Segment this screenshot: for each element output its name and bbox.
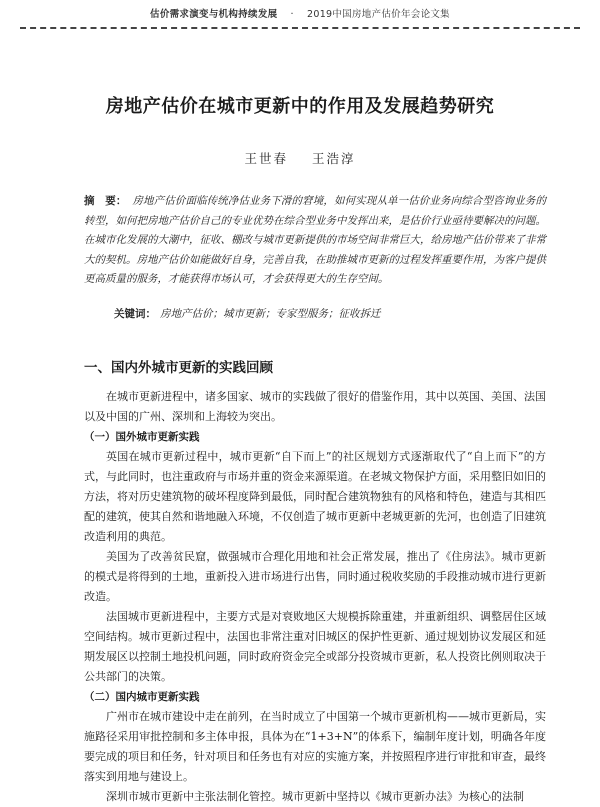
- subsection-heading: （一）国外城市更新实践: [84, 431, 200, 443]
- subsection-heading: （二）国内城市更新实践: [84, 691, 200, 703]
- abstract-text: 房地产估价面临传统净估业务下滑的窘境，如何实现从单一估价业务向综合型咨询业务的转型，如何把房地产估价自己的专业优势在综合型业务中发挥出来，是估价行业亟待要解决的问题。在城市化发展的大潮中，征收、棚改与城市更新提供的市场空间非常巨大，给房地产估价带来了非常大的契机。房地产估价如能做好自身，完善自我，在助推城市更新的过程发挥重要作用，为客户提供更高质量的服务，才能获得市场认可，才会获得更大的生存空间。: [84, 195, 547, 285]
- header-rule: [20, 27, 580, 29]
- section-heading: 一、国内外城市更新的实践回顾: [84, 360, 273, 376]
- paragraph: 美国为了改善贫民窟，做强城市合理化用地和社会正常发展，推出了《住房法》。城市更新的模式是将得到的土地，重新投入进市场进行出售，同时通过税收奖励的手段推动城市进行更新改造。: [84, 550, 546, 603]
- author-list: [0, 149, 600, 167]
- header-proceedings: 2019中国房地产估价年会论文集: [307, 9, 450, 20]
- header-divider: ·: [280, 9, 304, 20]
- paragraph: 法国城市更新进程中，主要方式是对衰败地区大规模拆除重建，并重新组织、调整居住区域空间结构。城市更新过程中，法国也非常注重对旧城区的保护性更新、通过规划协议发展区和延期发展区以控制土地投机问题，同时政府资金完全或部分投资城市更新，私人投资比例则取决于公共部门的决策。: [84, 610, 546, 683]
- paragraph: 深圳市城市更新中主张法制化管控。城市更新中坚持以《城市更新办法》为核心的法制: [106, 790, 524, 803]
- paragraph: 广州市在城市建设中走在前列，在当时成立了中国第一个城市更新机构——城市更新局，实施路径采用审批控制和多主体申报，具体为在“1+3+N”的体系下，编制年度计划，明确各年度要完成的项目和任务，针对项目和任务也有对应的实施方案，并按照程序进行审批和审查，最终落实到用地与建设上。: [84, 710, 546, 783]
- abstract-label: 摘 要：: [84, 195, 127, 207]
- header-journal: 估价需求演变与机构持续发展: [150, 9, 278, 20]
- abstract: [84, 192, 546, 290]
- body-text: [84, 387, 546, 807]
- paper-title: 房地产估价在城市更新中的作用及发展趋势研究: [105, 96, 495, 117]
- paragraph: 英国在城市更新过程中，城市更新“自下而上”的社区规划方式逐渐取代了“自上而下”的方式，与此同时，也注重政府与市场并重的资金来源渠道。在老城文物保护方面，采用整旧如旧的方法，将对历史建筑物的破坏程度降到最低，同时配合建筑物独有的风格和特色，建造与其相匹配的建筑，使其自然和谐地融入环境，不仅创造了城市更新中老城更新的先河，也创造了旧建筑改造利用的典范。: [84, 450, 546, 543]
- keywords: [114, 306, 546, 321]
- keywords-text: 房地产估价；城市更新；专家型服务；征收拆迁: [160, 308, 381, 320]
- author-name: 王浩淳: [311, 151, 356, 166]
- author-name: 王世春: [244, 151, 288, 166]
- paragraph: 在城市更新进程中，诸多国家、城市的实践做了很好的借鉴作用，其中以英国、美国、法国以及中国的广州、深圳和上海较为突出。: [84, 390, 546, 423]
- keywords-label: 关键词：: [114, 308, 156, 320]
- running-header: [20, 6, 580, 20]
